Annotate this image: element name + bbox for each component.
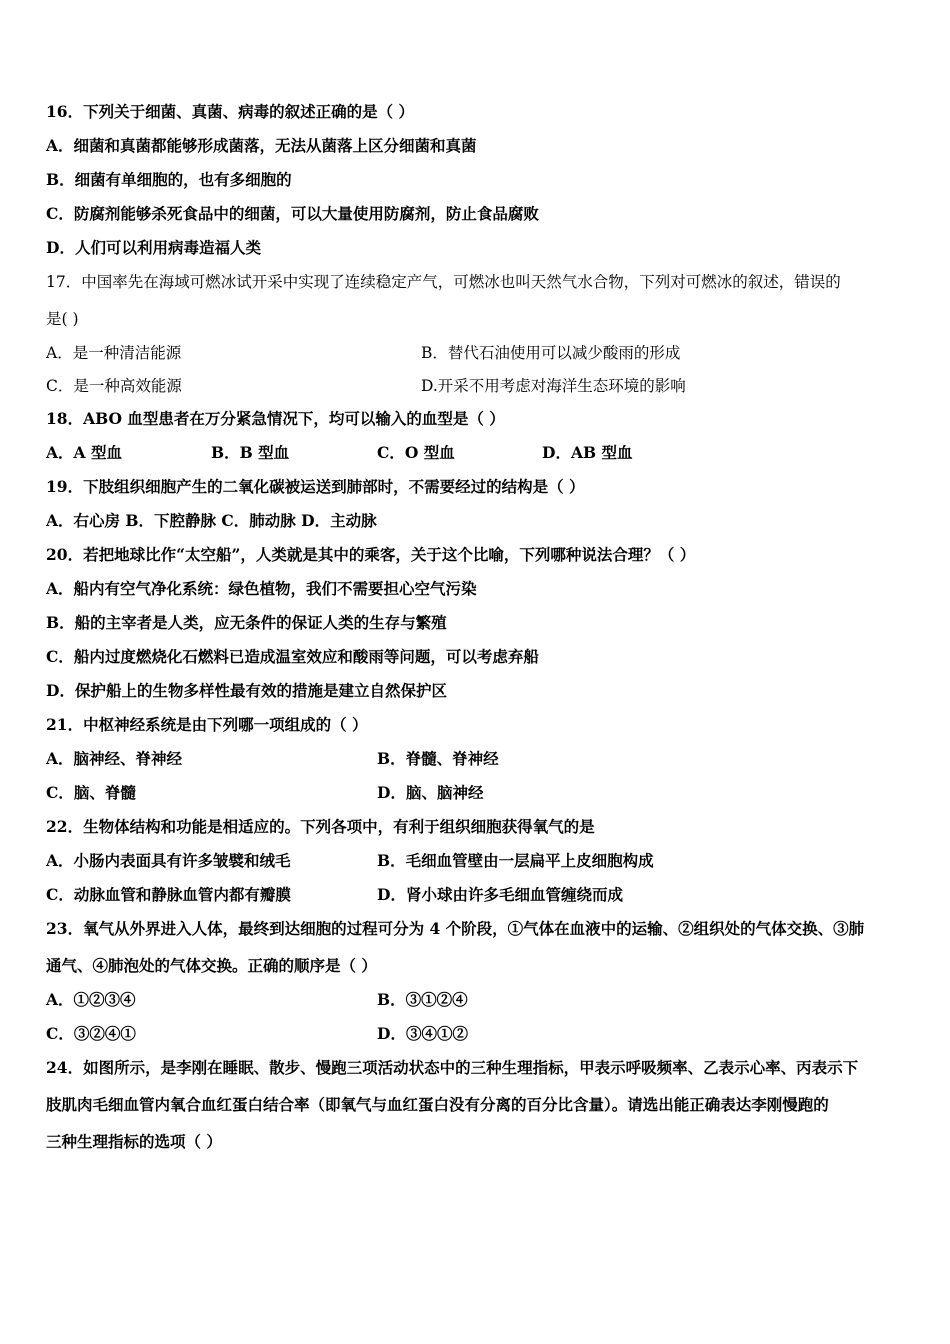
q22-stem: 22．生物体结构和功能是相适应的。下列各项中，有利于组织细胞获得氧气的是: [46, 817, 595, 836]
q16-stem: 16．下列关于细菌、真菌、病毒的叙述正确的是（ ）: [46, 102, 414, 121]
q17-stem-line2: 是( ): [46, 310, 79, 328]
q20-stem: 20．若把地球比作“太空船”，人类就是其中的乘客，关于这个比喻，下列哪种说法合理？（ ）: [46, 545, 696, 564]
q18-option-d: D．AB 型血: [542, 443, 633, 462]
q24-stem-line1: 24．如图所示，是李刚在睡眠、散步、慢跑三项活动状态中的三种生理指标，甲表示呼吸频率、乙表示心率、丙表示下: [46, 1058, 859, 1077]
q21-stem: 21．中枢神经系统是由下列哪一项组成的（ ）: [46, 715, 368, 734]
q20-option-c: C．船内过度燃烧化石燃料已造成温室效应和酸雨等问题，可以考虑弃船: [46, 647, 539, 666]
q22-option-c: C．动脉血管和静脉血管内都有瓣膜: [46, 885, 291, 904]
q17-stem-line1: 17．中国率先在海域可燃冰试开采中实现了连续稳定产气，可燃冰也叫天然气水合物，下列对可燃冰的叙述，错误的: [46, 273, 841, 291]
q20-option-d: D．保护船上的生物多样性最有效的措施是建立自然保护区: [46, 681, 447, 700]
q18-option-a: A．A 型血: [46, 443, 122, 462]
q24-stem-line3: 三种生理指标的选项（ ）: [46, 1132, 222, 1151]
q24-stem-line2: 肢肌肉毛细血管内氧合血红蛋白结合率（即氧气与血红蛋白没有分离的百分比含量）。请选出能正确表达李刚慢跑的: [46, 1095, 829, 1114]
q23-option-a: A．①②③④: [46, 990, 136, 1009]
q19-stem: 19．下肢组织细胞产生的二氧化碳被运送到肺部时，不需要经过的结构是（ ）: [46, 477, 585, 496]
q21-option-d: D．脑、脑神经: [377, 783, 484, 802]
q18-stem: 18．ABO 血型患者在万分紧急情况下，均可以输入的血型是（ ）: [46, 409, 505, 428]
q17-option-b: B．替代石油使用可以减少酸雨的形成: [421, 344, 681, 362]
q16-option-b: B．细菌有单细胞的，也有多细胞的: [46, 170, 292, 189]
q23-stem-line1: 23．氧气从外界进入人体，最终到达细胞的过程可分为 4 个阶段，①气体在血液中的运输、②组织处的气体交换、③肺: [46, 919, 865, 938]
q18-option-b: B．B 型血: [211, 443, 290, 462]
q16-option-c: C．防腐剂能够杀死食品中的细菌，可以大量使用防腐剂，防止食品腐败: [46, 204, 539, 223]
q17-option-c: C．是一种高效能源: [46, 377, 182, 395]
q21-option-a: A．脑神经、脊神经: [46, 749, 183, 768]
q21-option-b: B．脊髓、脊神经: [377, 749, 499, 768]
q16-option-d: D．人们可以利用病毒造福人类: [46, 238, 261, 257]
q23-option-c: C．③②④①: [46, 1024, 136, 1043]
q18-option-c: C．O 型血: [377, 443, 455, 462]
q23-option-d: D．③④①②: [377, 1024, 468, 1043]
q23-option-b: B．③①②④: [377, 990, 468, 1009]
q17-option-d: D.开采不用考虑对海洋生态环境的影响: [421, 377, 686, 395]
q20-option-a: A．船内有空气净化系统：绿色植物，我们不需要担心空气污染: [46, 579, 477, 598]
q22-option-b: B．毛细血管壁由一层扁平上皮细胞构成: [377, 851, 654, 870]
q19-options: A．右心房 B．下腔静脉 C．肺动脉 D．主动脉: [46, 511, 377, 530]
q17-option-a: A．是一种清洁能源: [46, 344, 182, 362]
q21-option-c: C．脑、脊髓: [46, 783, 136, 802]
q20-option-b: B．船的主宰者是人类，应无条件的保证人类的生存与繁殖: [46, 613, 447, 632]
q22-option-a: A．小肠内表面具有许多皱襞和绒毛: [46, 851, 291, 870]
q16-option-a: A．细菌和真菌都能够形成菌落，无法从菌落上区分细菌和真菌: [46, 136, 477, 155]
q23-stem-line2: 通气、④肺泡处的气体交换。正确的顺序是（ ）: [46, 956, 377, 975]
q22-option-d: D．肾小球由许多毛细血管缠绕而成: [377, 885, 623, 904]
